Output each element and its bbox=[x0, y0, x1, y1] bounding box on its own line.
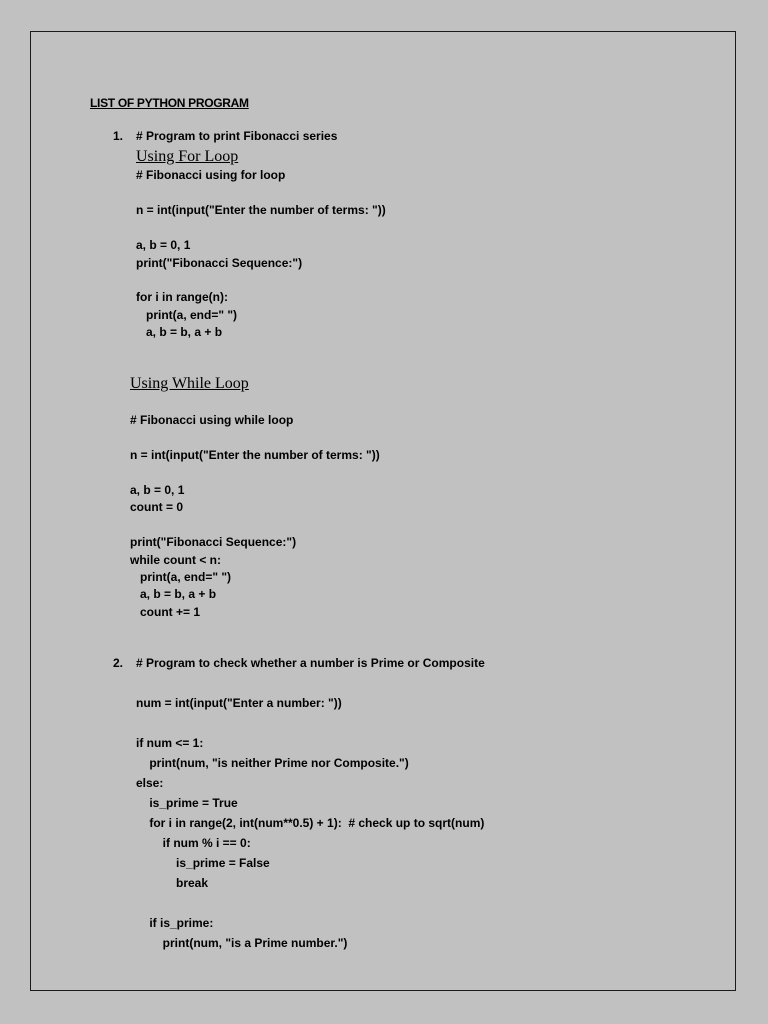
code-line: if is_prime: bbox=[136, 916, 214, 930]
code-line: print(num, "is a Prime number.") bbox=[136, 936, 348, 950]
code-line: # Fibonacci using for loop bbox=[136, 168, 286, 182]
program-2-comment: # Program to check whether a number is Prime or Composite bbox=[136, 656, 485, 670]
code-line: count += 1 bbox=[130, 605, 201, 619]
code-line: count = 0 bbox=[130, 500, 184, 514]
code-line: print("Fibonacci Sequence:") bbox=[136, 256, 303, 270]
code-line: is_prime = False bbox=[136, 856, 270, 870]
code-line: print(a, end=" ") bbox=[136, 308, 238, 322]
code-line: print(num, "is neither Prime nor Composite.") bbox=[136, 756, 409, 770]
code-line: print("Fibonacci Sequence:") bbox=[130, 535, 297, 549]
document-page bbox=[30, 31, 736, 991]
code-line: is_prime = True bbox=[136, 796, 238, 810]
code-line: a, b = b, a + b bbox=[136, 325, 223, 339]
code-line: print(a, end=" ") bbox=[130, 570, 232, 584]
program-2-number: 2. bbox=[113, 656, 124, 670]
code-line: if num <= 1: bbox=[136, 736, 204, 750]
code-line: if num % i == 0: bbox=[136, 836, 251, 850]
code-line: num = int(input("Enter a number: ")) bbox=[136, 696, 342, 710]
program-1-number: 1. bbox=[113, 129, 124, 143]
code-line: break bbox=[136, 876, 209, 890]
code-line: else: bbox=[136, 776, 164, 790]
code-line: for i in range(2, int(num**0.5) + 1): # check up to sqrt(num) bbox=[136, 816, 485, 830]
code-line: # Fibonacci using while loop bbox=[130, 413, 294, 427]
document-title: LIST OF PYTHON PROGRAM bbox=[90, 96, 249, 110]
code-line: a, b = 0, 1 bbox=[130, 483, 185, 497]
code-line: a, b = 0, 1 bbox=[136, 238, 191, 252]
while-loop-heading: Using While Loop bbox=[130, 375, 249, 392]
code-line: a, b = b, a + b bbox=[130, 587, 217, 601]
program-1-comment: # Program to print Fibonacci series bbox=[136, 129, 338, 143]
code-line: for i in range(n): bbox=[136, 290, 228, 304]
code-line: n = int(input("Enter the number of terms: ")) bbox=[130, 448, 380, 462]
code-line: while count < n: bbox=[130, 553, 222, 567]
code-line: n = int(input("Enter the number of terms: ")) bbox=[136, 203, 386, 217]
for-loop-heading: Using For Loop bbox=[136, 148, 239, 165]
